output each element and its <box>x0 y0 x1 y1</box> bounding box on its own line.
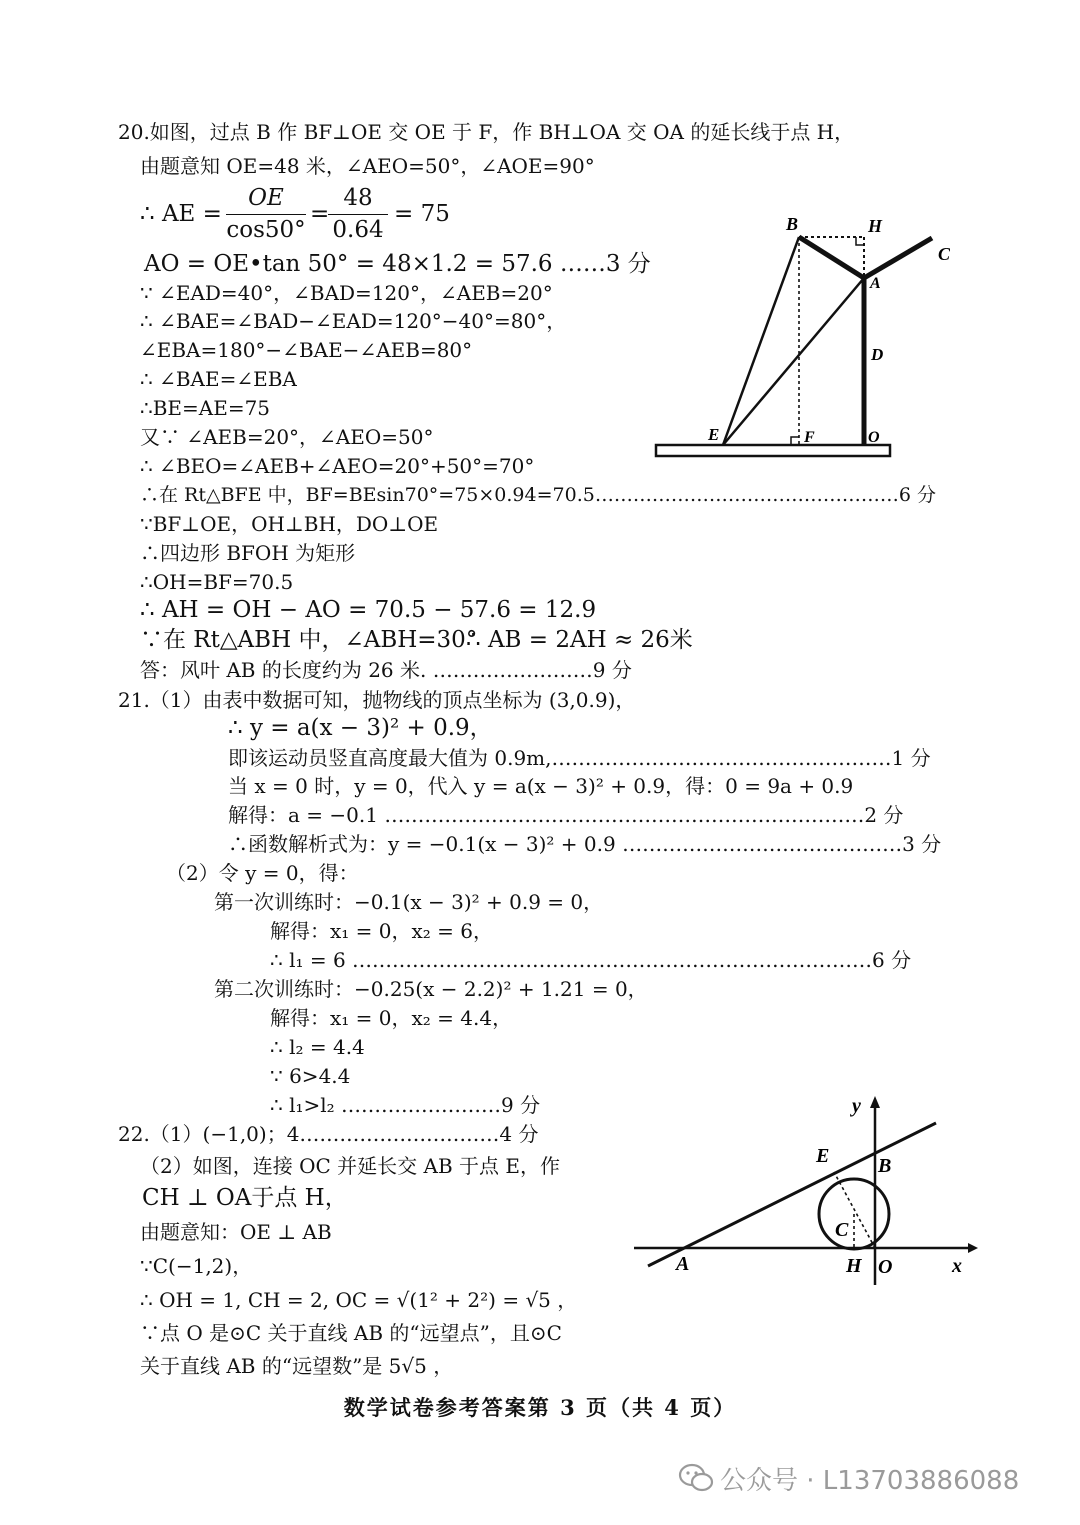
label-o2: O <box>878 1256 893 1278</box>
label-f: F <box>804 429 815 446</box>
line-ab <box>648 1123 936 1266</box>
x-axis-arrow <box>968 1243 978 1253</box>
label-y: y <box>852 1095 861 1117</box>
ground-base <box>656 445 890 456</box>
frac2-num: 48 <box>343 185 373 211</box>
q20-line-17a: ∵在 Rt△ABH 中，∠ABH=30° <box>140 627 478 653</box>
q21-line-2: ∴ y = a(x − 3)² + 0.9， <box>228 715 493 741</box>
q20-line-18: 答：风叶 AB 的长度约为 26 米. ……………………9 分 <box>140 658 632 682</box>
q22-line-3: CH ⊥ OA于点 H， <box>142 1185 348 1211</box>
q20-line-6: ∴ ∠BAE=∠BAD−∠EAD=120°−40°=80°， <box>140 309 567 333</box>
q20-line-10: 又∵ ∠AEB=20°，∠AEO=50° <box>140 425 434 449</box>
label-a2: A <box>676 1253 690 1275</box>
q20-line-9: ∴BE=AE=75 <box>140 396 271 420</box>
q22-line-2: （2）如图，连接 OC 并延长交 AB 于点 E，作 <box>140 1154 560 1178</box>
label-d: D <box>871 345 884 364</box>
segment-be <box>723 237 799 445</box>
q21-line-6: ∴函数解析式为：y = −0.1(x − 3)² + 0.9 ……………………………………3 分 <box>228 832 942 856</box>
windmill-figure <box>640 200 950 470</box>
q20-line-15: ∴OH=BF=70.5 <box>140 570 294 594</box>
q21-line-13: ∴ l₂ = 4.4 <box>270 1035 365 1059</box>
q21-line-9: 解得：x₁ = 0，x₂ = 6， <box>270 919 493 943</box>
blade-ab <box>799 237 864 278</box>
q21-line-7: （2）令 y = 0，得： <box>166 861 359 885</box>
q20-line-14: ∴四边形 BFOH 为矩形 <box>140 541 356 565</box>
q21-line-8: 第一次训练时：−0.1(x − 3)² + 0.9 = 0， <box>214 890 604 914</box>
q21-line-14: ∵ 6>4.4 <box>270 1064 351 1088</box>
q22-line-7: ∵点 O 是⊙C 关于直线 AB 的“远望点”，且⊙C <box>140 1321 562 1345</box>
page-footer: 数学试卷参考答案第 3 页（共 4 页） <box>343 1395 737 1420</box>
label-c: C <box>938 244 950 264</box>
label-e2: E <box>816 1145 830 1167</box>
q20-line-17b: ∴ AB = 2AH ≈ 26米 <box>466 627 693 653</box>
q22-line-8: 关于直线 AB 的“远望数”是 5√5 ， <box>140 1354 454 1378</box>
q21-line-1: 21.（1）由表中数据可知，抛物线的顶点坐标为 (3,0.9)， <box>118 688 636 712</box>
frac2-den: 0.64 <box>332 217 384 243</box>
q20-line-7: ∠EBA=180°−∠BAE−∠AEB=80° <box>140 338 473 362</box>
frac-result: = 75 <box>394 201 450 227</box>
label-o: O <box>868 429 880 446</box>
frac1-num: OE <box>248 185 284 211</box>
label-h2: H <box>846 1255 862 1277</box>
q20-line-8: ∴ ∠BAE=∠EBA <box>140 367 297 391</box>
q20-line-2: 由题意知 OE=48 米，∠AEO=50°，∠AOE=90° <box>140 154 595 178</box>
label-e: E <box>708 425 720 444</box>
q20-line-4: AO = OE•tan 50° = 48×1.2 = 57.6 ……3 分 <box>144 251 651 277</box>
q21-line-11: 第二次训练时：−0.25(x − 2.2)² + 1.21 = 0， <box>214 977 648 1001</box>
q20-line-13: ∵BF⊥OE，OH⊥BH，DO⊥OE <box>140 512 439 536</box>
label-b: B <box>786 214 799 234</box>
q20-line-1: 20.如图，过点 B 作 BF⊥OE 交 OE 于 F，作 BH⊥OA 交 OA 的延长线于点 H， <box>118 120 855 144</box>
frac-eq: = <box>310 201 330 227</box>
q20-line-16: ∴ AH = OH − AO = 70.5 − 57.6 = 12.9 <box>140 597 597 623</box>
frac1-den: cos50° <box>226 217 306 243</box>
q21-line-15: ∴ l₁>l₂ ……………………9 分 <box>270 1093 541 1117</box>
segment-ea <box>723 278 864 445</box>
blade-ac <box>864 238 932 278</box>
label-x: x <box>952 1255 962 1277</box>
label-b2: B <box>878 1155 892 1177</box>
wechat-icon <box>678 1462 714 1494</box>
q22-line-1: 22.（1）(−1,0)；4…………………………4 分 <box>118 1122 539 1146</box>
q20-line-5: ∵ ∠EAD=40°，∠BAD=120°，∠AEB=20° <box>140 281 553 305</box>
q22-line-5: ∵C(−1,2)， <box>140 1254 253 1278</box>
q20-ae-label: ∴ AE = <box>140 201 222 227</box>
q21-line-5: 解得：a = −0.1 ………………………………………………………………2 分 <box>228 803 904 827</box>
watermark-text: 公众号 · L13703886088 <box>720 1466 1020 1496</box>
label-h: H <box>868 216 883 236</box>
q22-line-4: 由题意知：OE ⊥ AB <box>140 1220 332 1244</box>
label-c2: C <box>835 1219 849 1241</box>
q22-line-6: ∴ OH = 1, CH = 2, OC = √(1² + 2²) = √5 ， <box>140 1288 578 1312</box>
q21-line-10: ∴ l₁ = 6 ……………………………………………………………………6 分 <box>270 948 912 972</box>
y-axis-arrow <box>870 1096 880 1108</box>
q21-line-4: 当 x = 0 时，y = 0，代入 y = a(x − 3)² + 0.9，得：0 = 9a + 0.9 <box>228 774 854 798</box>
label-a: A <box>870 275 881 292</box>
q20-line-12: ∴在 Rt△BFE 中，BF=BEsin70°=75×0.94=70.5…………………………………………6 分 <box>140 484 936 506</box>
q20-line-11: ∴ ∠BEO=∠AEB+∠AEO=20°+50°=70° <box>140 454 535 478</box>
q21-line-12: 解得：x₁ = 0，x₂ = 4.4， <box>270 1006 513 1030</box>
q21-line-3: 即该运动员竖直高度最大值为 0.9m,……………………………………………1 分 <box>228 746 931 770</box>
right-angle-h <box>856 237 864 245</box>
circle-figure <box>630 1090 980 1290</box>
